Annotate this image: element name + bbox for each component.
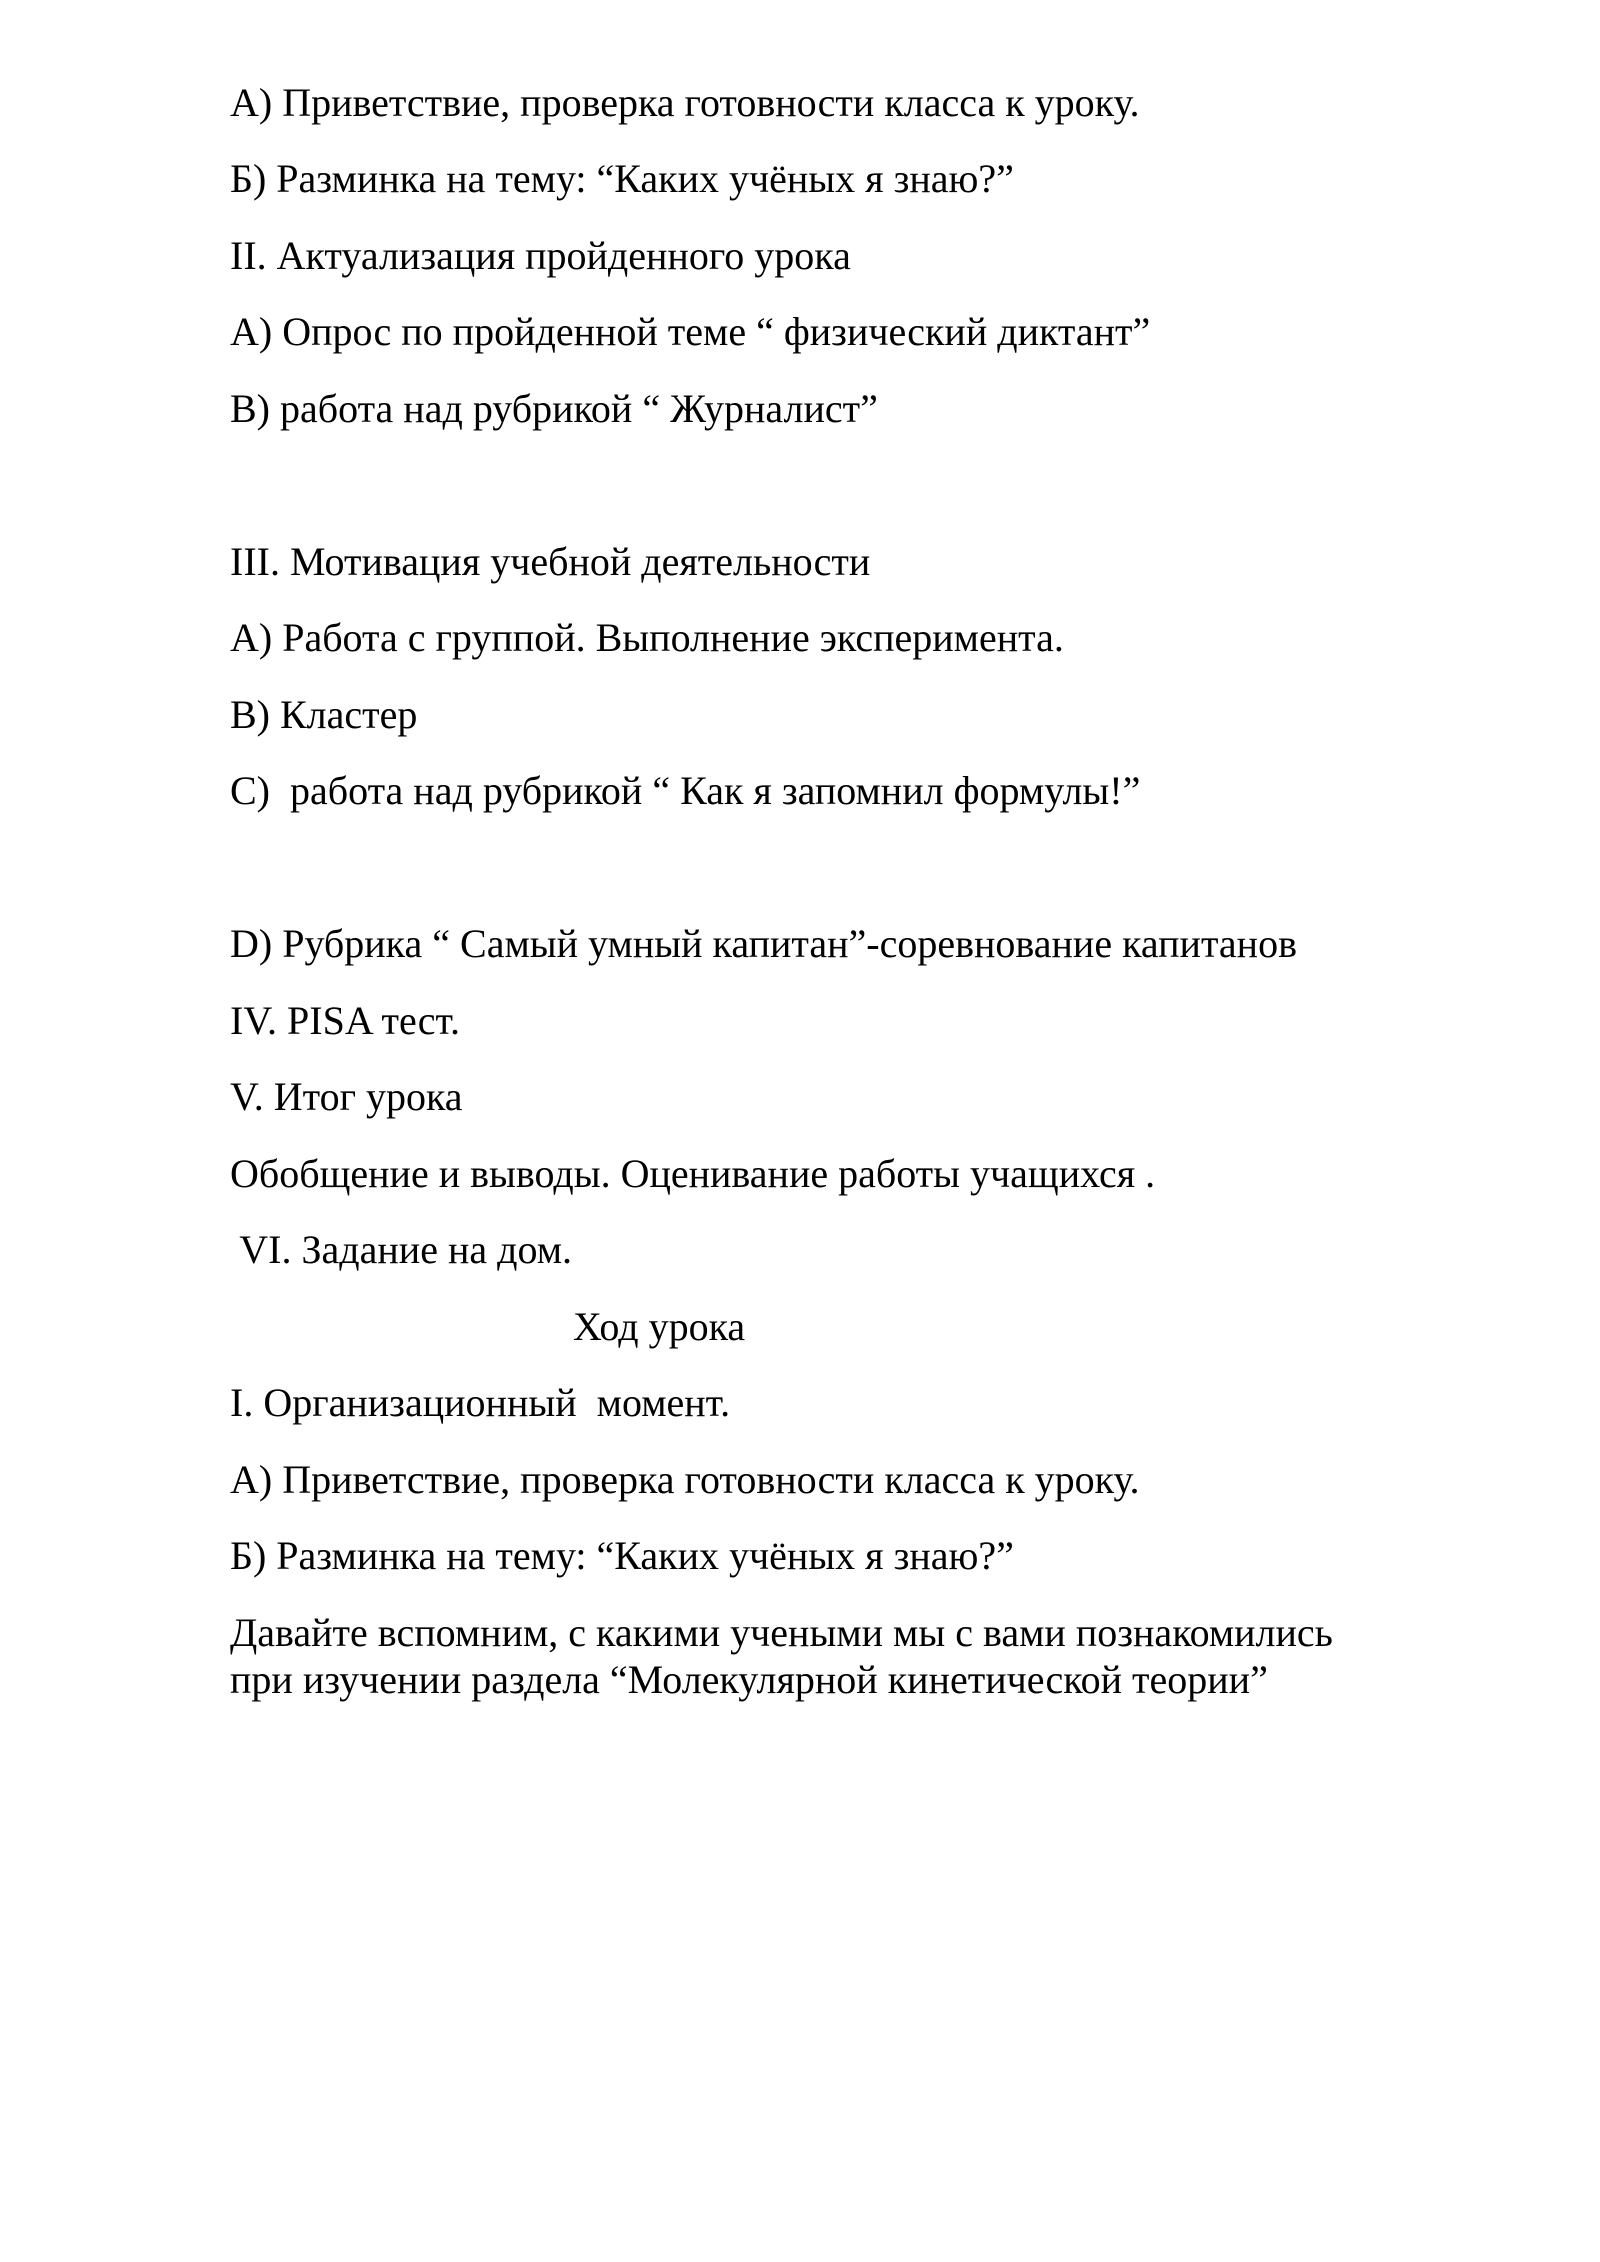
closing-paragraph-line-2: при изучении раздела “Молекулярной кинетической теории” [230,1657,1268,1702]
line-group-work: А) Работа с группой. Выполнение эксперимента. [230,615,1064,660]
section-heading-ii: II. Актуализация пройденного урока [230,233,851,278]
section-heading-vi: VI. Задание на дом. [230,1227,573,1272]
line-warmup-repeat: Б) Разминка на тему: “Каких учёных я знаю?” [230,1533,1014,1578]
section-heading-iii: III. Мотивация учебной деятельности [230,539,871,584]
line-greeting-repeat: А) Приветствие, проверка готовности класса к уроку. [230,1457,1140,1502]
line-captains: D) Рубрика “ Самый умный капитан”-соревнование капитанов [230,921,1297,966]
line-survey: А) Опрос по пройденной теме “ физический диктант” [230,309,1151,354]
line-cluster: В) Кластер [230,692,418,737]
section-heading-v: V. Итог урока [230,1074,463,1119]
closing-paragraph-line-1: Давайте вспомним, с какими учеными мы с вами познакомились [230,1610,1333,1655]
line-greeting: А) Приветствие, проверка готовности класса к уроку. [230,80,1140,125]
section-heading-iv: IV. PISA тест. [230,998,460,1043]
line-summary: Обобщение и выводы. Оценивание работы учащихся . [230,1151,1156,1196]
line-journalist: В) работа над рубрикой “ Журналист” [230,386,878,431]
section-heading-i: I. Организационный момент. [230,1380,731,1425]
line-warmup: Б) Разминка на тему: “Каких учёных я знаю?” [230,156,1014,201]
lesson-progress-title: Ход урока [573,1304,746,1349]
line-formulas: С) работа над рубрикой “ Как я запомнил формулы!” [230,768,1141,813]
